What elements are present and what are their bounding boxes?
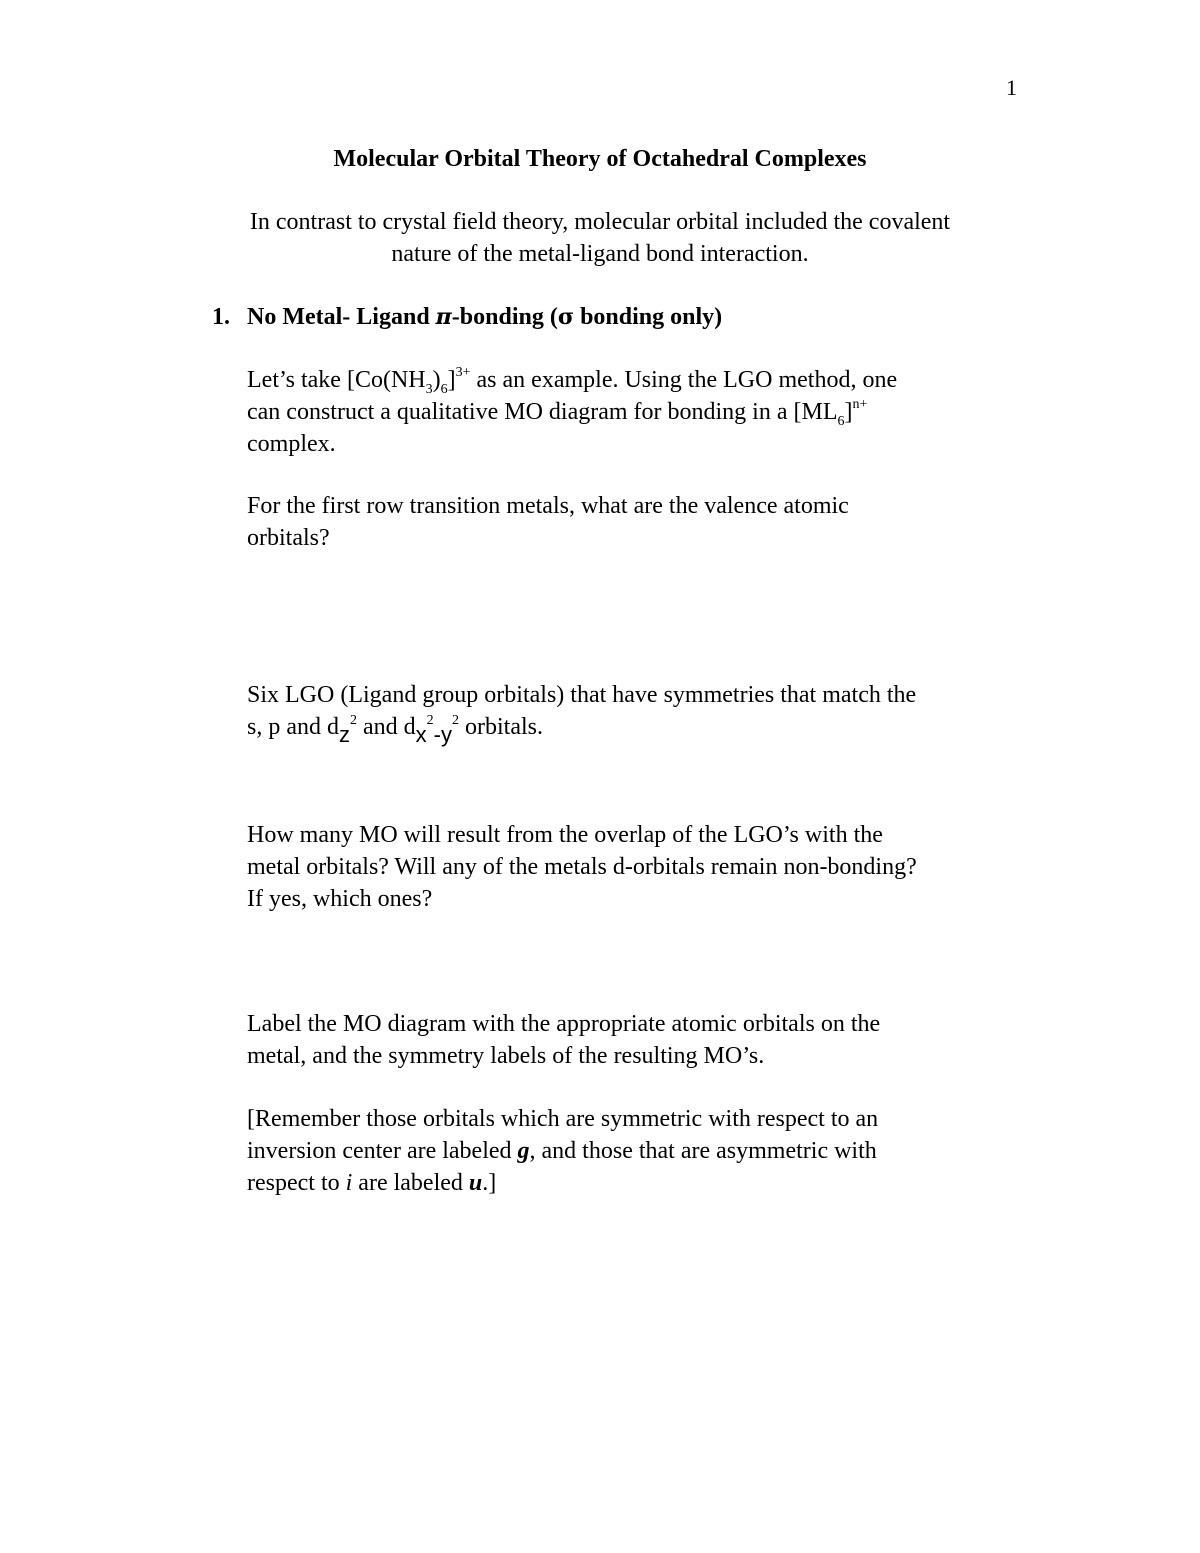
- sigma-symbol: σ: [557, 304, 575, 330]
- section-1-heading: [212, 301, 722, 333]
- example-line-1: [247, 364, 1047, 396]
- subscript: 6: [837, 413, 845, 429]
- remember-line-3: [247, 1167, 1047, 1199]
- text: can construct a qualitative MO diagram for bonding in a [ML: [247, 399, 838, 425]
- text: as an example. Using the LGO method, one: [470, 367, 898, 393]
- remember-paragraph: [247, 1103, 1047, 1199]
- label-line-2: metal, and the symmetry labels of the resulting MO’s.: [247, 1043, 765, 1069]
- remember-line-1: [Remember those orbitals which are symmetric with respect to an: [247, 1106, 879, 1132]
- text: are labeled: [352, 1170, 469, 1196]
- intro-line-2: nature of the metal-ligand bond interaction.: [391, 241, 809, 267]
- heading-text-b: -bonding (: [451, 304, 558, 330]
- page-title: Molecular Orbital Theory of Octahedral Complexes: [333, 146, 867, 172]
- example-line-3: complex.: [247, 431, 336, 457]
- question-valence-paragraph: [247, 490, 1047, 554]
- mo-count-paragraph: [247, 819, 1047, 915]
- intro-paragraph: [0, 206, 1200, 270]
- orbital-superscript: 2: [451, 713, 459, 728]
- superscript: n+: [852, 397, 868, 412]
- text: ]: [447, 367, 456, 393]
- remember-line-2: [247, 1135, 1047, 1167]
- text: and d: [357, 714, 416, 740]
- page-number: 1: [1006, 75, 1017, 100]
- mo-count-line-1: How many MO will result from the overlap of the LGO’s with the: [247, 822, 883, 848]
- text: ]: [844, 399, 853, 425]
- valence-line-1: For the first row transition metals, what are the valence atomic: [247, 493, 849, 519]
- intro-line-1: In contrast to crystal field theory, molecular orbital included the covalent: [249, 209, 951, 235]
- superscript: 3+: [455, 365, 471, 380]
- orbital-subscript: z: [339, 722, 350, 747]
- text: orbitals.: [458, 714, 543, 740]
- subscript: 3: [425, 381, 433, 397]
- inversion-symbol: i: [345, 1170, 353, 1196]
- label-diagram-paragraph: [247, 1008, 1047, 1072]
- example-paragraph: [247, 364, 1047, 460]
- lgo-line-1: Six LGO (Ligand group orbitals) that have symmetries that match the: [247, 682, 917, 708]
- valence-line-2: orbitals?: [247, 525, 330, 551]
- heading-text-c: bonding only): [574, 304, 723, 330]
- text: ): [432, 367, 441, 393]
- label-line-1: Label the MO diagram with the appropriate atomic orbitals on the: [247, 1011, 881, 1037]
- subscript: 6: [440, 381, 448, 397]
- example-line-2: [247, 396, 1047, 428]
- lgo-line-2: [247, 711, 1047, 747]
- text: .]: [482, 1170, 497, 1196]
- pi-symbol: π: [435, 304, 452, 330]
- text: inversion center are labeled: [247, 1138, 518, 1164]
- mo-count-line-3: If yes, which ones?: [247, 886, 433, 912]
- orbital-subscript: -y: [433, 722, 452, 747]
- text: respect to: [247, 1170, 346, 1196]
- orbital-subscript: x: [415, 722, 427, 747]
- orbital-superscript: 2: [350, 713, 357, 728]
- symmetry-label-u: u: [468, 1170, 483, 1196]
- text: Let’s take [Co(NH: [247, 367, 426, 393]
- lgo-paragraph: [247, 679, 1047, 747]
- symmetry-label-g: g: [517, 1138, 530, 1164]
- text: , and those that are asymmetric with: [529, 1138, 877, 1164]
- heading-text-a: No Metal- Ligand: [247, 304, 436, 330]
- orbital-superscript: 2: [426, 713, 434, 728]
- section-number: 1.: [212, 304, 230, 330]
- mo-count-line-2: metal orbitals? Will any of the metals d-orbitals remain non-bonding?: [247, 854, 917, 880]
- text: s, p and d: [247, 714, 339, 740]
